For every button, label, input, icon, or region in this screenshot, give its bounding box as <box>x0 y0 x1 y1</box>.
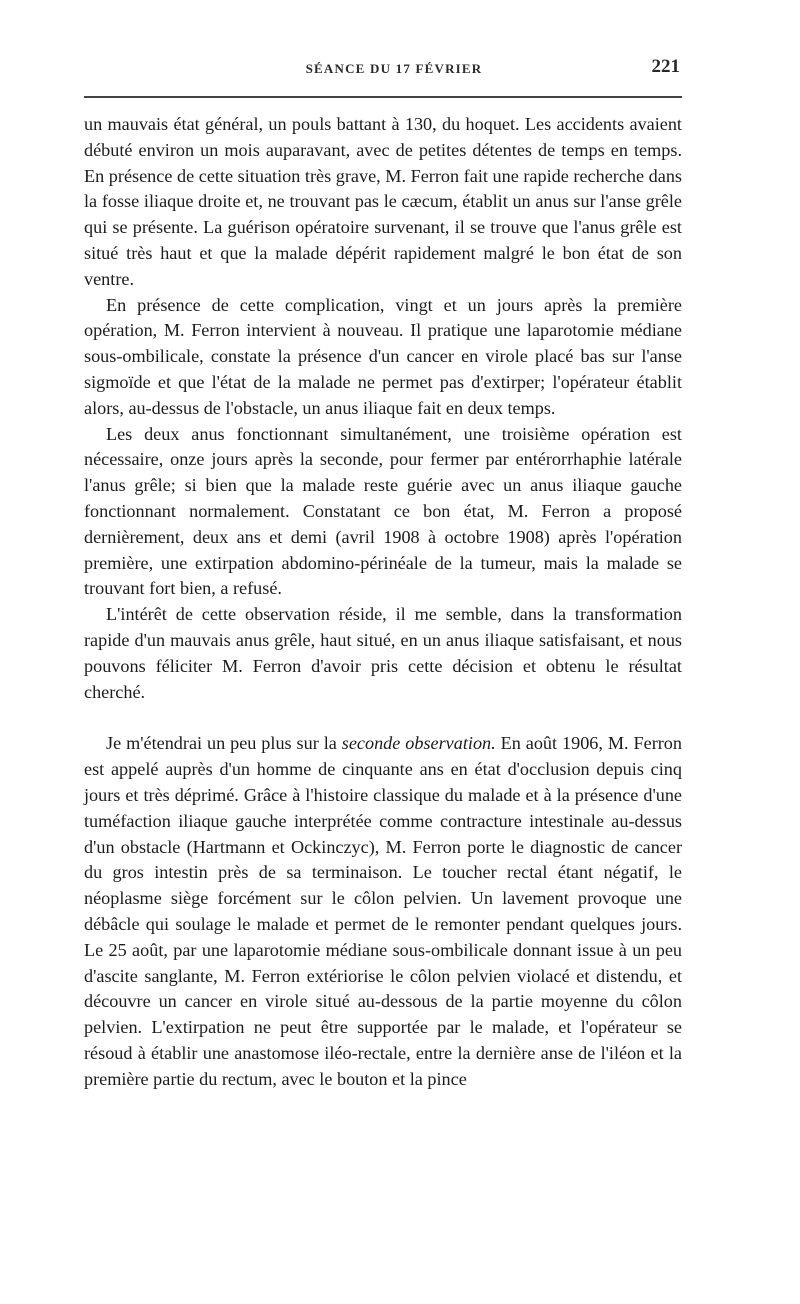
page-number: 221 <box>651 56 680 77</box>
paragraph-interest: L'intérêt de cette observation réside, il me semble, dans la transformation rapide d'un mauvais anus grêle, haut situé, en un anus iliaque satisfaisant, et nous pouvons féliciter M. Ferron d'avoir pris cette décision et obtenu le résultat cherché. <box>84 604 682 702</box>
page <box>84 0 682 1089</box>
paragraph-continuation: un mauvais état général, un pouls battant à 130, du hoquet. Les accidents avaient débuté environ un mois auparavant, avec de petites détentes de temps en temps. En présence de cette situation très grave, M. Ferron fait une rapide recherche dans la fosse iliaque droite et, ne trouvant pas le cæcum, établit un anus sur l'anse grêle qui se présente. La guérison opératoire survenant, il se trouve que l'anus grêle est situé très haut et que la malade dépérit rapidement malgré le bon état de son ventre. <box>84 114 682 289</box>
paragraph-third-operation: Les deux anus fonctionnant simultanément, une troisième opération est nécessaire, onze jours après la seconde, pour fermer par entérorrhaphie latérale l'anus grêle; si bien que la malade reste guérie avec un anus iliaque gauche fonctionnant normalement. Constatant ce bon état, M. Ferron a proposé dernièrement, deux ans et demi (avril 1908 à octobre 1908) après l'opération première, une extirpation abdomino-périnéale de la tumeur, mais la malade se trouvant fort bien, a refusé. <box>84 423 682 599</box>
second-observation-lead: Je m'étendrai un peu plus sur la <box>106 733 342 754</box>
paragraph-complication: En présence de cette complication, vingt et un jours après la première opération, M. Ferron intervient à nouveau. Il pratique une laparotomie médiane sous-ombilicale, constate la présence d'un cancer en virole placé bas sur l'anse sigmoïde et que l'état de la malade ne permet pas d'extirper; l'opérateur établit alors, au-dessus de l'obstacle, un anus iliaque fait en deux temps. <box>84 294 682 418</box>
running-head <box>106 0 682 96</box>
header-title: SÉANCE DU 17 FÉVRIER <box>305 61 483 76</box>
second-observation-emphasis: seconde observation. <box>341 733 496 754</box>
body-text <box>84 112 682 1092</box>
header-rule <box>84 96 682 98</box>
second-observation-rest: En août 1906, M. Ferron est appelé auprès d'un homme de cinquante ans en état d'occlusion depuis cinq jours et très déprimé. Grâce à l'histoire classique du malade et à la présence d'une tuméfaction iliaque gauche interprétée comme contracture intestinale au-dessus d'un obstacle (Hartmann et Ockinczyc), M. Ferron porte le diagnostic de cancer du gros intestin près de sa terminaison. Le toucher rectal étant négatif, le néoplasme siège forcément sur le côlon pelvien. Un lavement provoque une débâcle qui soulage le malade et permet de le remonter pendant quelques jours. Le 25 août, par une laparotomie médiane sous-ombilicale donnant issue à un peu d'ascite sanglante, M. Ferron extériorise le côlon pelvien violacé et distendu, et découvre un cancer en virole situé au-dessous de la partie moyenne du côlon pelvien. L'extirpation ne peut être supportée par le malade, et l'opérateur se résoud à établir une anastomose iléo-rectale, entre la dernière anse de l'iléon et la première partie du rectum, avec le bouton et la pince <box>84 733 682 1089</box>
paragraph-second-observation <box>84 731 682 1092</box>
